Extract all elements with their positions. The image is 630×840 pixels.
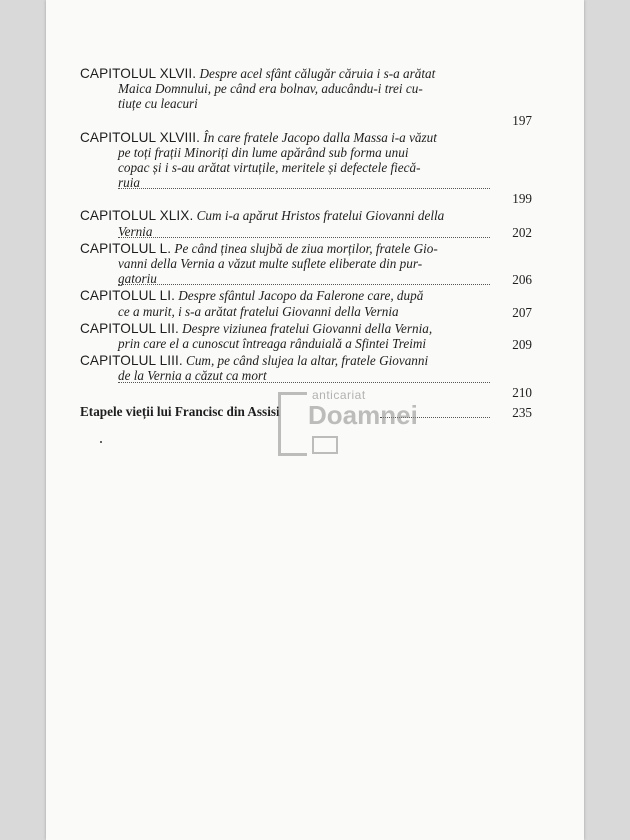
chapter-title-line: Cum i-a apărut Hristos fratelui Giovanni della (196, 208, 445, 224)
chapter-title-line: tiuțe cu leacuri (118, 96, 198, 112)
toc-entry-text (80, 130, 532, 191)
dot-leader (118, 188, 490, 189)
toc-entry-lii (80, 321, 532, 351)
page-number: 199 (512, 191, 532, 207)
watermark-big-text: Doamnei (308, 400, 418, 430)
stray-dot (100, 441, 102, 443)
page-number: 206 (512, 272, 532, 288)
logo-frame-icon (278, 392, 307, 456)
chapter-title-line: Maica Domnului, pe când era bolnav, aducându-i trei cu- (118, 81, 423, 97)
chapter-number: CAPITOLUL XLVIII. (80, 129, 201, 145)
chapter-title-line: copac și i s-au arătat virtuțile, meritele și defectele fiecă- (118, 160, 421, 176)
toc-entry-text (80, 353, 532, 383)
toc-entry-text (80, 241, 532, 287)
chapter-title-line: Despre acel sfânt călugăr căruia i s-a arătat (199, 66, 436, 81)
chapter-number: CAPITOLUL LI. (80, 288, 175, 304)
toc-entry-text (80, 321, 532, 351)
dot-leader (118, 284, 490, 285)
books-icon (312, 436, 338, 454)
chapter-title-line: prin care el a cunoscut întreaga rânduială a Sfintei Treimi (118, 336, 427, 352)
chapter-title-line: ruia (118, 175, 140, 191)
chapter-title-line: pe toți frații Minoriți din lume apărând sub forma unui (118, 144, 409, 160)
toc-entry-text (80, 66, 532, 112)
toc-entry-xlvii (80, 66, 532, 128)
toc-entry-l (80, 241, 532, 287)
toc-entry-xlviii (80, 129, 532, 207)
chapter-title-line: de la Vernia a căzut ca mort (118, 368, 267, 384)
dot-leader (118, 382, 490, 383)
chapter-title-line: Pe când ținea slujbă de ziua morților, fratele Gio- (174, 240, 438, 256)
toc-entry-text (80, 208, 532, 238)
page-number: 207 (512, 304, 532, 320)
chapter-title-line: Cum, pe când slujea la altar, fratele Giovanni (186, 353, 429, 369)
table-of-contents (80, 66, 532, 421)
page-number: 235 (512, 404, 532, 420)
chapter-title-line: În care fratele Jacopo dalla Massa i-a văzut (203, 129, 437, 145)
book-page (46, 0, 584, 840)
chapter-number: CAPITOLUL LIII. (80, 353, 183, 369)
chapter-title-line: Vernia (118, 223, 153, 239)
chapter-title-line: gatoriu (118, 271, 157, 287)
page-number: 209 (512, 337, 532, 353)
chapter-number: CAPITOLUL L. (80, 240, 172, 256)
page-number: 202 (512, 224, 532, 240)
chapter-number: CAPITOLUL XLVII. (80, 66, 197, 81)
chapter-number: CAPITOLUL XLIX. (80, 208, 194, 224)
chapter-title-line: vanni della Vernia a văzut multe suflete eliberate din pur- (118, 256, 423, 272)
chapter-title-line: Despre viziunea fratelui Giovanni della Vernia, (182, 320, 433, 336)
section-title: Etapele vieții lui Francisc din Assisi (80, 403, 280, 419)
toc-entry-text (80, 288, 532, 318)
watermark-logo (278, 386, 458, 466)
toc-entry-li (80, 288, 532, 318)
chapter-number: CAPITOLUL LII. (80, 320, 179, 336)
page-number: 210 (512, 384, 532, 400)
toc-entry-xlix (80, 208, 532, 238)
page-number: 197 (512, 112, 532, 128)
dot-leader (118, 237, 490, 238)
chapter-title-line: ce a murit, i s-a arătat fratelui Giovanni della Vernia (118, 303, 399, 319)
chapter-title-line: Despre sfântul Jacopo da Falerone care, după (178, 288, 424, 304)
watermark-small-text: anticariat (312, 388, 366, 402)
